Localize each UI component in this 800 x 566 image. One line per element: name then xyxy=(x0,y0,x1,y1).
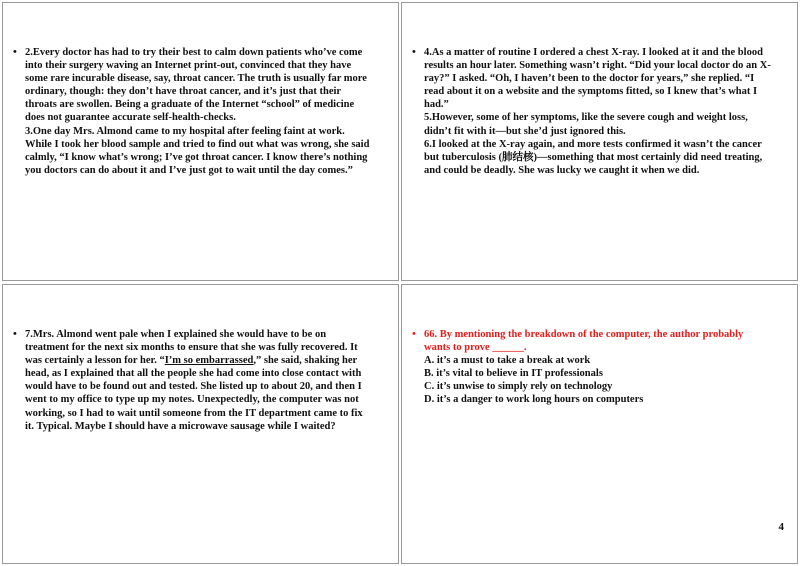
underlined-phrase: I’m so embarrassed xyxy=(164,355,254,367)
bullet-block xyxy=(412,46,774,177)
paragraph-5: 5.However, some of her symptoms, like the severe cough and weight loss, didn’t fit with it—but she’d just ignored this. xyxy=(424,112,748,137)
paragraph-7 xyxy=(25,328,371,433)
bullet: • xyxy=(412,46,416,58)
bullet: • xyxy=(13,46,17,58)
slide-paragraphs-4-6 xyxy=(401,2,798,281)
option-b: B. it’s vital to believe in IT professionals xyxy=(424,368,603,380)
page-number: 4 xyxy=(778,521,784,533)
bullet: • xyxy=(13,328,17,340)
slide-paragraph-7 xyxy=(2,284,399,564)
paragraph-6: 6.I looked at the X-ray again, and more tests confirmed it wasn’t the cancer but tuberculosis (肺结核)—something that most certainly did need treating, and could be deadly. She was lucky we caught it when we did. xyxy=(424,138,763,176)
paragraph-7-part-2: ,” she said, shaking her head, as I explained that all the people she had come into close contact with would have to be found out and tested. She listed up to about 20, and then I went to my office to type up my notes. Unexpectedly, the computer was not working, so I had to wait until someone from the IT department came to fix it. Typical. Maybe I should have a microwave sausage while I waited? xyxy=(25,355,363,432)
paragraph-7-part-1: 7.Mrs. Almond went pale when I explained she would have to be on treatment for the next six months to ensure that she was fully recovered. It was certainly a lesson for her. “ xyxy=(25,329,358,367)
paragraph-3: 3.One day Mrs. Almond came to my hospital after feeling faint at work. While I took her blood sample and tried to find out what was wrong, she said calmly, “I know what’s wrong; I’ve got throat cancer. I know there’s nothing you doctors can do about it and I’ve just got to wait until the day comes.” xyxy=(25,125,370,176)
bullet-block xyxy=(13,46,371,177)
option-d: D. it’s a danger to work long hours on computers xyxy=(424,394,644,406)
question-stem: 66. By mentioning the breakdown of the computer, the author probably wants to prove ______. xyxy=(424,329,744,354)
bullet-block xyxy=(412,328,770,407)
passage-text xyxy=(424,46,774,177)
slide-question-66 xyxy=(401,284,798,564)
passage-text xyxy=(25,46,371,177)
bullet-block xyxy=(13,328,371,433)
passage-text xyxy=(25,328,371,433)
option-c: C. it’s unwise to simply rely on technology xyxy=(424,381,613,393)
paragraph-2: 2.Every doctor has had to try their best to calm down patients who’ve come into their surgery waving an Internet print-out, convinced that they have some rare incurable disease, say, throat cancer. The truth is usually far more ordinary, though: they don’t have throat cancer, and it’s just that their throats are swollen. Being a graduate of the Internet “school” of medicine does not guarantee accurate self-health-checks. xyxy=(25,47,367,124)
answer-options xyxy=(424,354,770,406)
question-text xyxy=(424,328,770,407)
paragraph-4: 4.As a matter of routine I ordered a chest X-ray. I looked at it and the blood results an hour later. Something wasn’t right. “Did your local doctor do an X-ray?” I asked. “Oh, I haven’t been to the doctor for years,” she replied. “I read about it on a website and the symptoms fitted, so I knew that’s what I had.” xyxy=(424,47,771,111)
slide-paragraphs-2-3 xyxy=(2,2,399,281)
option-a: A. it’s a must to take a break at work xyxy=(424,355,591,367)
bullet: • xyxy=(412,328,416,340)
